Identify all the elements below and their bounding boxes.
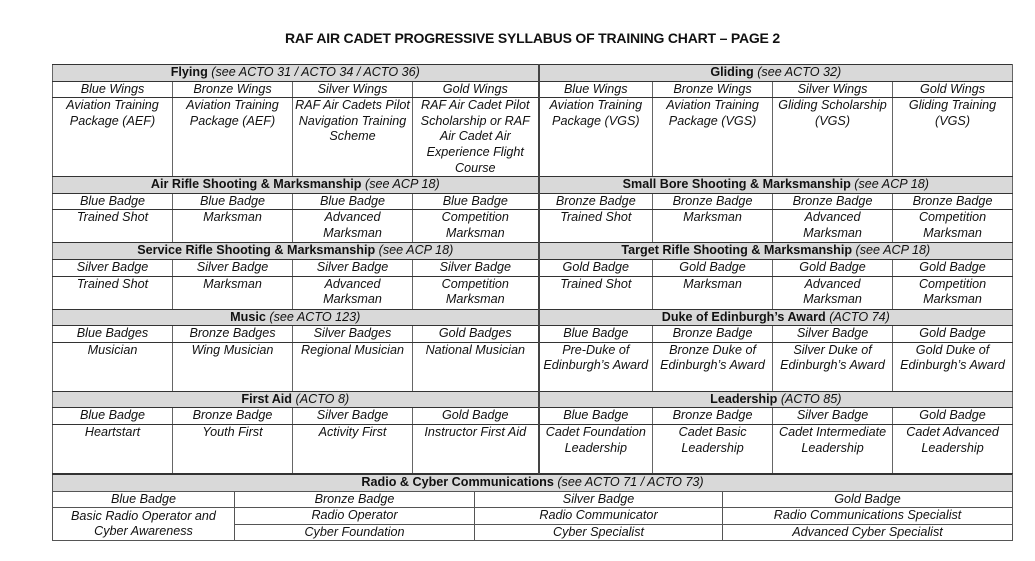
- level-cell: Blue Badges: [53, 326, 173, 343]
- level-cell: Silver Badge: [293, 408, 413, 425]
- award-cell: Trained Shot: [53, 276, 173, 309]
- level-row: [53, 259, 1013, 276]
- level-cell: Blue Badge: [413, 193, 539, 210]
- award-cell: Aviation Training Package (VGS): [653, 98, 773, 177]
- level-cell: Gold Badge: [653, 259, 773, 276]
- award-cell: Aviation Training Package (VGS): [539, 98, 653, 177]
- level-cell: Gold Badge: [893, 259, 1013, 276]
- award-row: [53, 276, 1013, 309]
- award-cell: Advanced Marksman: [773, 276, 893, 309]
- award-cell: Youth First: [173, 424, 293, 473]
- level-cell: Gold Badge: [413, 408, 539, 425]
- radio-award-row: [53, 508, 1013, 525]
- level-cell: Bronze Wings: [173, 81, 293, 98]
- level-cell: Silver Badge: [773, 408, 893, 425]
- award-cell: Advanced Marksman: [773, 210, 893, 243]
- level-cell: Bronze Badges: [173, 326, 293, 343]
- section-header-left: [53, 309, 539, 326]
- award-cell: Cyber Foundation: [235, 524, 475, 541]
- section-title: Duke of Edinburgh’s Award: [661, 309, 826, 324]
- award-cell: Wing Musician: [173, 342, 293, 391]
- section-title: First Aid: [241, 391, 292, 406]
- level-cell: Gold Wings: [893, 81, 1013, 98]
- award-cell: Competition Marksman: [893, 210, 1013, 243]
- level-cell: Bronze Badge: [235, 491, 475, 508]
- level-cell: Bronze Badge: [539, 193, 653, 210]
- level-cell: Gold Wings: [413, 81, 539, 98]
- section-reference: (see ACTO 31 / ACTO 34 / ACTO 36): [211, 65, 420, 79]
- section-header-left: [53, 65, 539, 82]
- level-cell: Silver Badge: [173, 259, 293, 276]
- section-reference: (ACTO 74): [829, 309, 890, 324]
- award-cell: Radio Communicator: [475, 508, 723, 525]
- award-cell: RAF Air Cadets Pilot Navigation Training Scheme: [293, 98, 413, 177]
- section-header-row: [53, 309, 1013, 326]
- award-cell: Regional Musician: [293, 342, 413, 391]
- level-cell: Bronze Badge: [653, 326, 773, 343]
- award-cell: Competition Marksman: [413, 210, 539, 243]
- section-reference: (see ACP 18): [854, 177, 929, 192]
- level-cell: Blue Badge: [53, 491, 235, 508]
- radio-cyber-table: [52, 474, 1013, 541]
- award-cell: Cyber Specialist: [475, 524, 723, 541]
- level-cell: Gold Badge: [893, 408, 1013, 425]
- award-cell: Silver Duke of Edinburgh’s Award: [773, 342, 893, 391]
- award-cell: Radio Operator: [235, 508, 475, 525]
- award-cell: Marksman: [173, 276, 293, 309]
- award-cell: Cadet Basic Leadership: [653, 424, 773, 473]
- award-cell: Advanced Marksman: [293, 210, 413, 243]
- award-cell: Gold Duke of Edinburgh’s Award: [893, 342, 1013, 391]
- section-title: Radio & Cyber Communications: [361, 474, 554, 489]
- syllabus-table: [52, 64, 1013, 474]
- section-header-row: [53, 391, 1013, 408]
- level-cell: Blue Badge: [173, 193, 293, 210]
- award-cell: Competition Marksman: [413, 276, 539, 309]
- award-row: [53, 210, 1013, 243]
- section-header-left: [53, 391, 539, 408]
- section-reference: (see ACP 18): [378, 243, 454, 258]
- section-title: Target Rifle Shooting & Marksmanship: [621, 243, 853, 258]
- section-header-row: [53, 243, 1013, 260]
- award-cell: Competition Marksman: [893, 276, 1013, 309]
- level-cell: Blue Badge: [53, 408, 173, 425]
- level-cell: Gold Badges: [413, 326, 539, 343]
- award-cell: Advanced Marksman: [293, 276, 413, 309]
- section-header-right: [539, 391, 1013, 408]
- award-cell: Activity First: [293, 424, 413, 473]
- award-cell: Instructor First Aid: [413, 424, 539, 473]
- level-row: [53, 491, 1013, 508]
- section-header-right: [539, 65, 1013, 82]
- level-cell: Blue Wings: [539, 81, 653, 98]
- section-title: Gliding: [710, 65, 754, 79]
- section-header-left: [53, 177, 539, 194]
- section-header-row: [53, 65, 1013, 82]
- level-row: [53, 193, 1013, 210]
- award-cell: Cadet Foundation Leadership: [539, 424, 653, 473]
- section-header-right: [539, 309, 1013, 326]
- section-title: Leadership: [710, 391, 778, 406]
- section-header-radio-cyber: [53, 474, 1013, 491]
- section-title: Service Rifle Shooting & Marksmanship: [137, 243, 376, 258]
- award-cell: Advanced Cyber Specialist: [723, 524, 1013, 541]
- section-title: Small Bore Shooting & Marksmanship: [622, 177, 851, 192]
- section-reference: (ACTO 85): [780, 391, 842, 406]
- level-cell: Silver Badge: [413, 259, 539, 276]
- page-title: RAF AIR CADET PROGRESSIVE SYLLABUS OF TRAINING CHART – PAGE 2: [285, 30, 780, 46]
- award-row: [53, 98, 1013, 177]
- level-cell: Silver Badges: [293, 326, 413, 343]
- award-cell: Trained Shot: [539, 276, 653, 309]
- award-cell: Cadet Advanced Leadership: [893, 424, 1013, 473]
- level-cell: Blue Wings: [53, 81, 173, 98]
- award-cell: Basic Radio Operator and Cyber Awareness: [53, 508, 235, 541]
- section-reference: (ACTO 8): [295, 391, 350, 406]
- section-reference: (see ACP 18): [855, 243, 931, 258]
- award-row: [53, 424, 1013, 473]
- award-cell: Trained Shot: [53, 210, 173, 243]
- section-title: Flying: [170, 65, 208, 79]
- section-reference: (see ACTO 71 / ACTO 73): [557, 474, 704, 489]
- award-cell: Marksman: [173, 210, 293, 243]
- level-row: [53, 408, 1013, 425]
- level-cell: Bronze Wings: [653, 81, 773, 98]
- award-cell: Aviation Training Package (AEF): [53, 98, 173, 177]
- award-cell: Gliding Training (VGS): [893, 98, 1013, 177]
- level-cell: Silver Badge: [293, 259, 413, 276]
- level-cell: Blue Badge: [539, 326, 653, 343]
- award-cell: Marksman: [653, 210, 773, 243]
- section-reference: (see ACTO 32): [757, 65, 842, 79]
- level-cell: Gold Badge: [539, 259, 653, 276]
- level-cell: Bronze Badge: [653, 408, 773, 425]
- award-cell: Radio Communications Specialist: [723, 508, 1013, 525]
- award-cell: Heartstart: [53, 424, 173, 473]
- award-cell: Bronze Duke of Edinburgh’s Award: [653, 342, 773, 391]
- award-cell: Aviation Training Package (AEF): [173, 98, 293, 177]
- level-cell: Gold Badge: [893, 326, 1013, 343]
- syllabus-chart: [52, 64, 1012, 541]
- section-title: Air Rifle Shooting & Marksmanship: [150, 177, 362, 192]
- level-cell: Silver Badge: [475, 491, 723, 508]
- award-cell: Gliding Scholarship (VGS): [773, 98, 893, 177]
- level-cell: Silver Badge: [773, 326, 893, 343]
- level-row: [53, 326, 1013, 343]
- section-header-row: [53, 177, 1013, 194]
- level-cell: Bronze Badge: [173, 408, 293, 425]
- level-cell: Bronze Badge: [773, 193, 893, 210]
- section-reference: (see ACTO 123): [269, 309, 361, 324]
- award-cell: National Musician: [413, 342, 539, 391]
- level-cell: Bronze Badge: [893, 193, 1013, 210]
- level-cell: Blue Badge: [539, 408, 653, 425]
- level-cell: Gold Badge: [723, 491, 1013, 508]
- award-cell: Pre-Duke of Edinburgh’s Award: [539, 342, 653, 391]
- section-header-right: [539, 243, 1013, 260]
- award-cell: Cadet Intermediate Leadership: [773, 424, 893, 473]
- level-row: [53, 81, 1013, 98]
- section-header-right: [539, 177, 1013, 194]
- award-cell: Marksman: [653, 276, 773, 309]
- level-cell: Blue Badge: [293, 193, 413, 210]
- section-reference: (see ACP 18): [365, 177, 440, 192]
- section-title: Music: [230, 309, 266, 324]
- award-row: [53, 342, 1013, 391]
- level-cell: Silver Badge: [53, 259, 173, 276]
- level-cell: Silver Wings: [773, 81, 893, 98]
- section-header-left: [53, 243, 539, 260]
- level-cell: Bronze Badge: [653, 193, 773, 210]
- level-cell: Blue Badge: [53, 193, 173, 210]
- award-cell: Musician: [53, 342, 173, 391]
- level-cell: Gold Badge: [773, 259, 893, 276]
- award-cell: RAF Air Cadet Pilot Scholarship or RAF Air Cadet Air Experience Flight Course: [413, 98, 539, 177]
- level-cell: Silver Wings: [293, 81, 413, 98]
- award-cell: Trained Shot: [539, 210, 653, 243]
